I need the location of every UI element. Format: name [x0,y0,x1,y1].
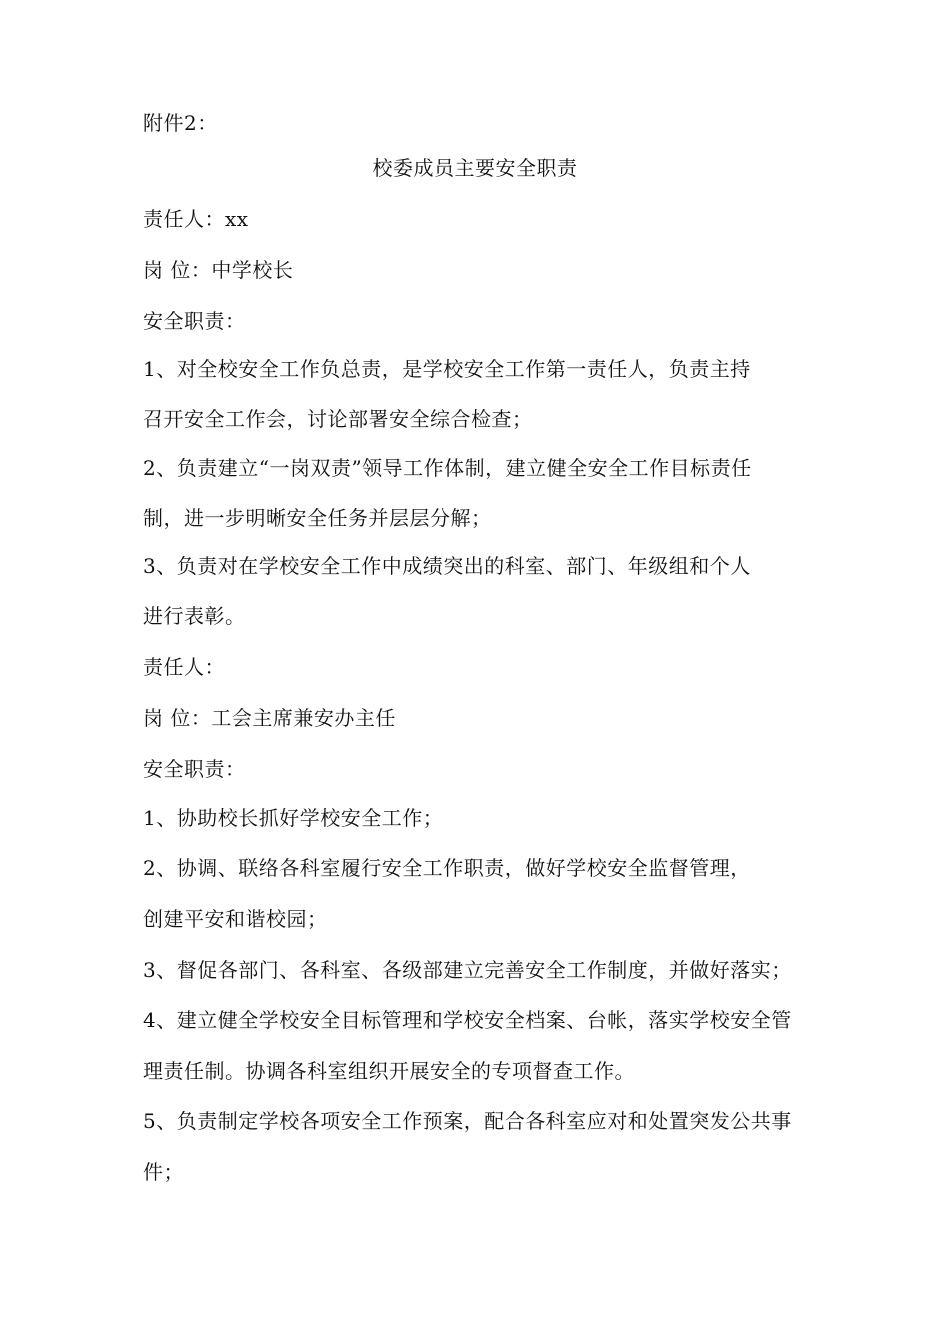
section2-duty-line: 创建平安和谐校园； [143,907,328,931]
section1-duty-line: 1、对全校安全工作负总责，是学校安全工作第一责任人，负责主持 [143,357,751,381]
section2-duty-line: 件； [143,1160,184,1184]
section1-duty-line: 制，进一步明晰安全任务并层层分解； [143,506,492,530]
section1-duties-heading: 安全职责： [143,309,246,333]
section2-person: 责任人： [143,655,225,679]
section1-person: 责任人：xx [143,207,249,231]
section2-duty-line: 4、建立健全学校安全目标管理和学校安全档案、台帐，落实学校安全管 [143,1008,792,1032]
section2-duty-line: 5、负责制定学校各项安全工作预案，配合各科室应对和处置突发公共事 [143,1109,792,1133]
section1-position: 岗 位：中学校长 [143,258,294,282]
section2-duties-heading: 安全职责： [143,757,246,781]
attachment-label: 附件2： [143,111,218,135]
section1-duty-line: 进行表彰。 [143,604,246,628]
section2-duty-line: 2、协调、联络各科室履行安全工作职责，做好学校安全监督管理， [143,856,751,880]
section1-duty-line: 2、负责建立“一岗双责”领导工作体制，建立健全安全工作目标责任 [143,456,752,480]
section1-duty-line: 召开安全工作会，讨论部署安全综合检查； [143,407,533,431]
section2-duty-line: 理责任制。协调各科室组织开展安全的专项督查工作。 [143,1059,635,1083]
section2-position: 岗 位：工会主席兼安办主任 [143,706,396,730]
section2-duty-line: 1、协助校长抓好学校安全工作； [143,806,444,830]
document-title: 校委成员主要安全职责 [372,156,578,180]
section2-duty-line: 3、督促各部门、各科室、各级部建立完善安全工作制度，并做好落实； [143,958,792,982]
section1-duty-line: 3、负责对在学校安全工作中成绩突出的科室、部门、年级组和个人 [143,554,751,578]
